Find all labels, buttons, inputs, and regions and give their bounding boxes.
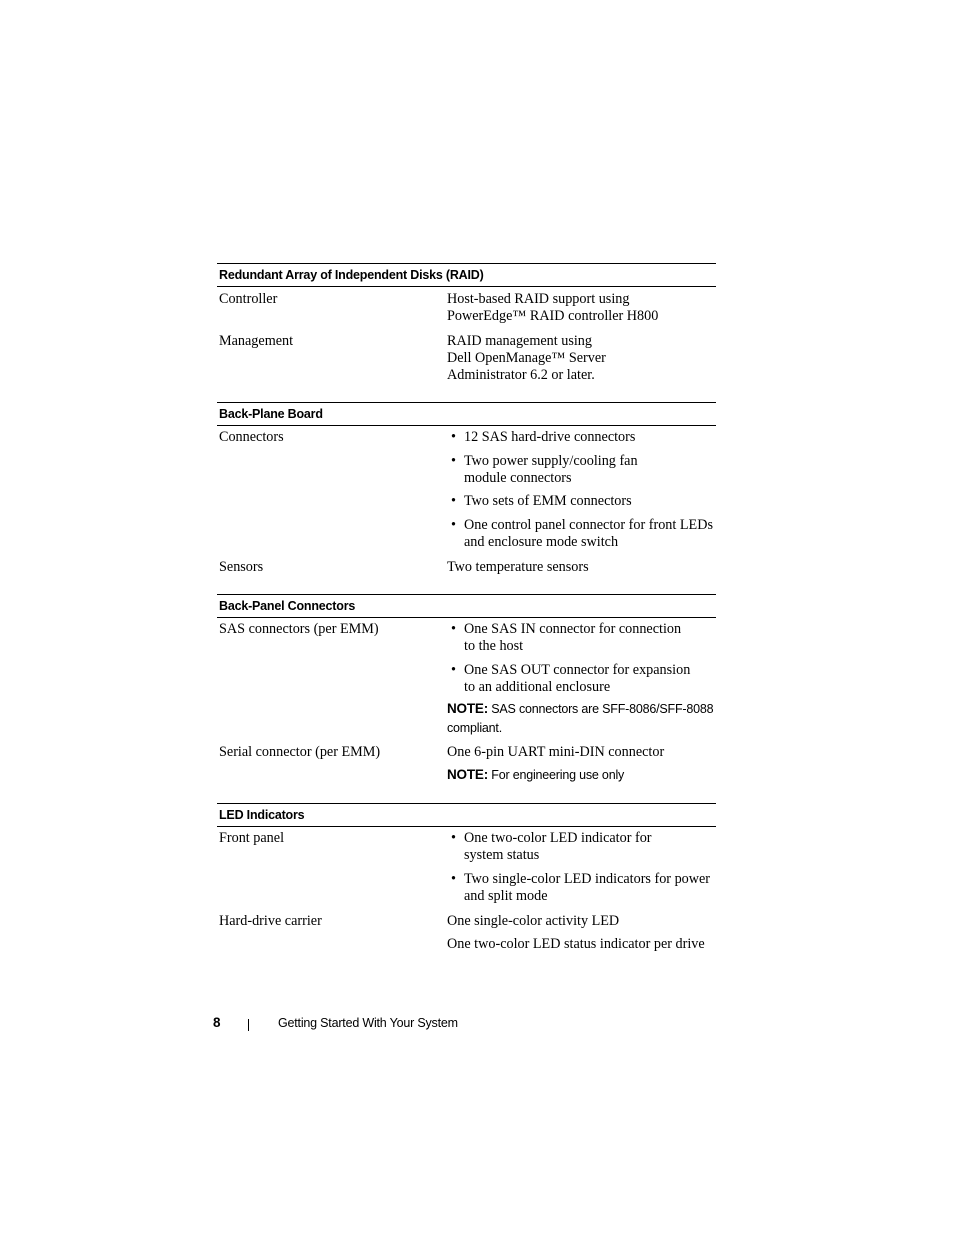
led-header [217,803,716,827]
serial-connector-label: Serial connector (per EMM) [219,744,381,760]
front-item-2-line-2: and split mode [464,888,548,904]
bullet-icon: • [451,493,456,509]
sas-item-1-line-2: to the host [464,638,524,654]
bullet-icon: • [451,662,456,678]
connectors-label: Connectors [219,429,284,445]
connector-item-3: Two sets of EMM connectors [464,493,632,509]
carrier-value-2: One two-color LED status indicator per drive [447,936,705,952]
serial-connector-value: One 6-pin UART mini-DIN connector [447,744,665,760]
serial-note-text: For engineering use only [491,768,625,782]
connector-item-2-line-1: Two power supply/cooling fan [464,453,638,469]
controller-value-line-2: PowerEdge™ RAID controller H800 [447,308,659,324]
sas-note-line-2: compliant. [447,721,502,735]
hard-drive-carrier-label: Hard-drive carrier [219,913,322,929]
carrier-value-1: One single-color activity LED [447,913,620,929]
management-value-line-1: RAID management using [447,333,592,349]
sas-note-text: SAS connectors are SFF-8086/SFF-8088 [491,702,714,716]
backplane-header-text: Back-Plane Board [219,407,323,421]
backpanel-header-text: Back-Panel Connectors [219,599,356,613]
front-item-2-line-1: Two single-color LED indicators for power [464,871,711,887]
connector-item-1: 12 SAS hard-drive connectors [464,429,636,445]
connector-item-4-line-1: One control panel connector for front LEDs [464,517,713,533]
bullet-icon: • [451,517,456,533]
footer-title: Getting Started With Your System [278,1016,458,1030]
footer-divider [248,1019,249,1031]
bullet-icon: • [451,429,456,445]
backplane-header [217,402,716,426]
management-label: Management [219,333,294,349]
management-value-line-2: Dell OpenManage™ Server [447,350,606,366]
front-item-1-line-1: One two-color LED indicator for [464,830,652,846]
bullet-icon: • [451,621,456,637]
serial-note [447,766,624,784]
bullet-icon: • [451,453,456,469]
connector-item-4-line-2: and enclosure mode switch [464,534,619,550]
note-label: NOTE: [447,767,488,782]
raid-header [217,263,716,287]
connector-item-2-line-2: module connectors [464,470,572,486]
led-header-text: LED Indicators [219,808,305,822]
sas-note-line-1 [447,700,713,718]
sas-item-2-line-1: One SAS OUT connector for expansion [464,662,691,678]
note-label: NOTE: [447,701,488,716]
controller-value-line-1: Host-based RAID support using [447,291,630,307]
front-item-1-line-2: system status [464,847,540,863]
sas-item-2-line-2: to an additional enclosure [464,679,611,695]
sas-connectors-label: SAS connectors (per EMM) [219,621,379,637]
controller-label: Controller [219,291,278,307]
raid-header-text: Redundant Array of Independent Disks (RAID) [219,268,484,282]
sensors-label: Sensors [219,559,264,575]
bullet-icon: • [451,830,456,846]
page-number: 8 [213,1015,221,1030]
sas-item-1-line-1: One SAS IN connector for connection [464,621,682,637]
management-value-line-3: Administrator 6.2 or later. [447,367,595,383]
sensors-value: Two temperature sensors [447,559,589,575]
backpanel-header [217,594,716,618]
front-panel-label: Front panel [219,830,285,846]
bullet-icon: • [451,871,456,887]
